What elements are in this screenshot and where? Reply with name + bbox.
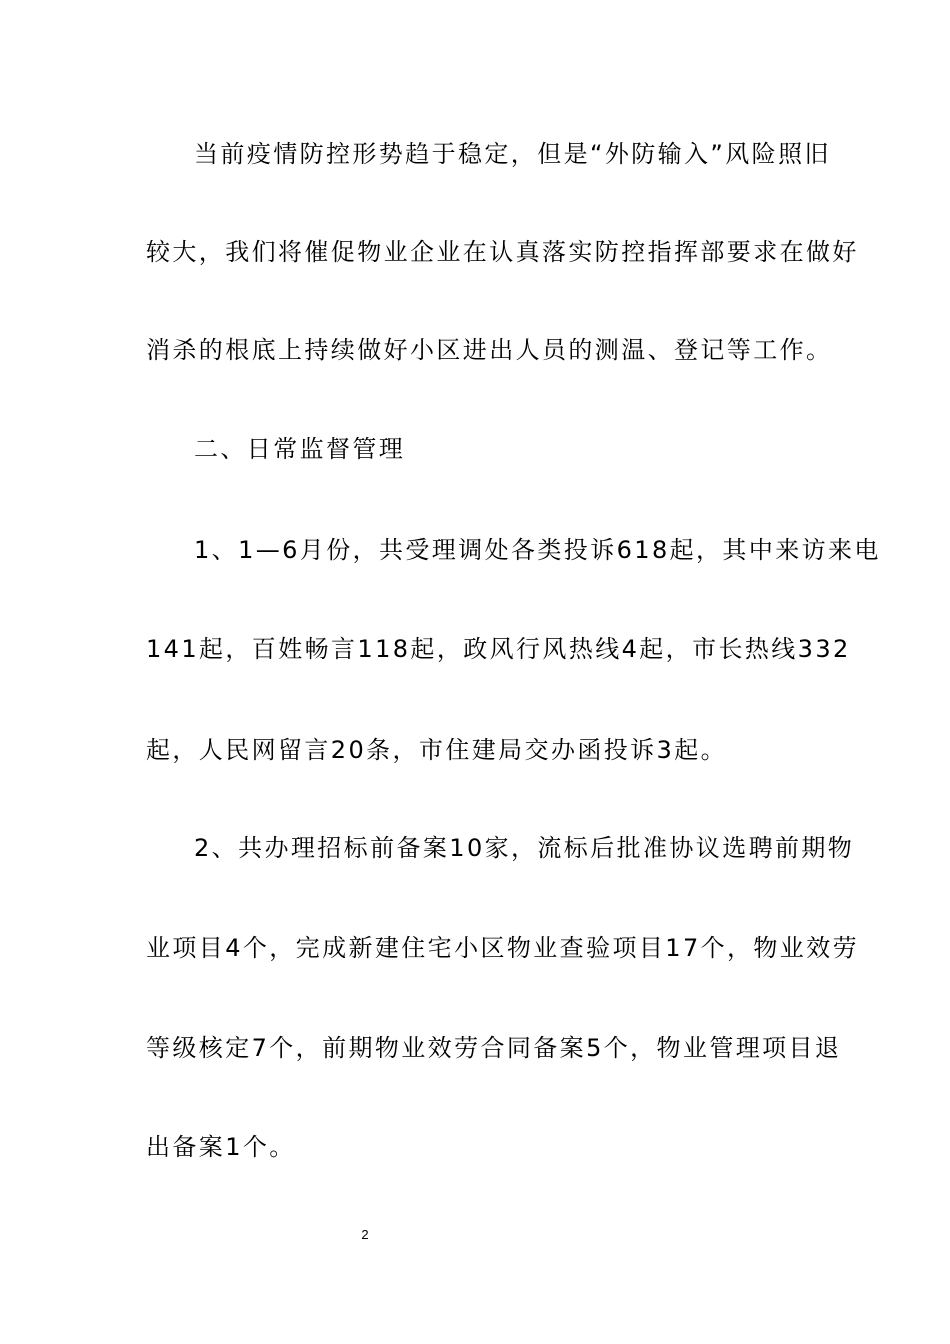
paragraph-line-10: 等级核定7个，前期物业效劳合同备案5个，物业管理项目退 <box>146 1034 842 1062</box>
paragraph-line-7: 起，人民网留言20条，市住建局交办函投诉3起。 <box>146 736 728 764</box>
paragraph-line-8: 2、共办理招标前备案10家，流标后批准协议选聘前期物 <box>194 834 855 862</box>
paragraph-line-3: 消杀的根底上持续做好小区进出人员的测温、登记等工作。 <box>146 336 833 364</box>
paragraph-line-9: 业项目4个，完成新建住宅小区物业查验项目17个，物业效劳 <box>146 934 860 962</box>
page-number: 2 <box>361 1227 369 1242</box>
paragraph-line-11: 出备案1个。 <box>146 1133 296 1161</box>
paragraph-line-1: 当前疫情防控形势趋于稳定，但是“外防输入”风险照旧 <box>194 140 831 168</box>
paragraph-line-6: 141起，百姓畅言118起，政风行风热线4起，市长热线332 <box>146 635 851 663</box>
paragraph-line-5: 1、1—6月份，共受理调处各类投诉618起，其中来访来电 <box>194 536 881 564</box>
section-heading: 二、日常监督管理 <box>194 435 406 463</box>
paragraph-line-2: 较大，我们将催促物业企业在认真落实防控指挥部要求在做好 <box>146 238 859 266</box>
